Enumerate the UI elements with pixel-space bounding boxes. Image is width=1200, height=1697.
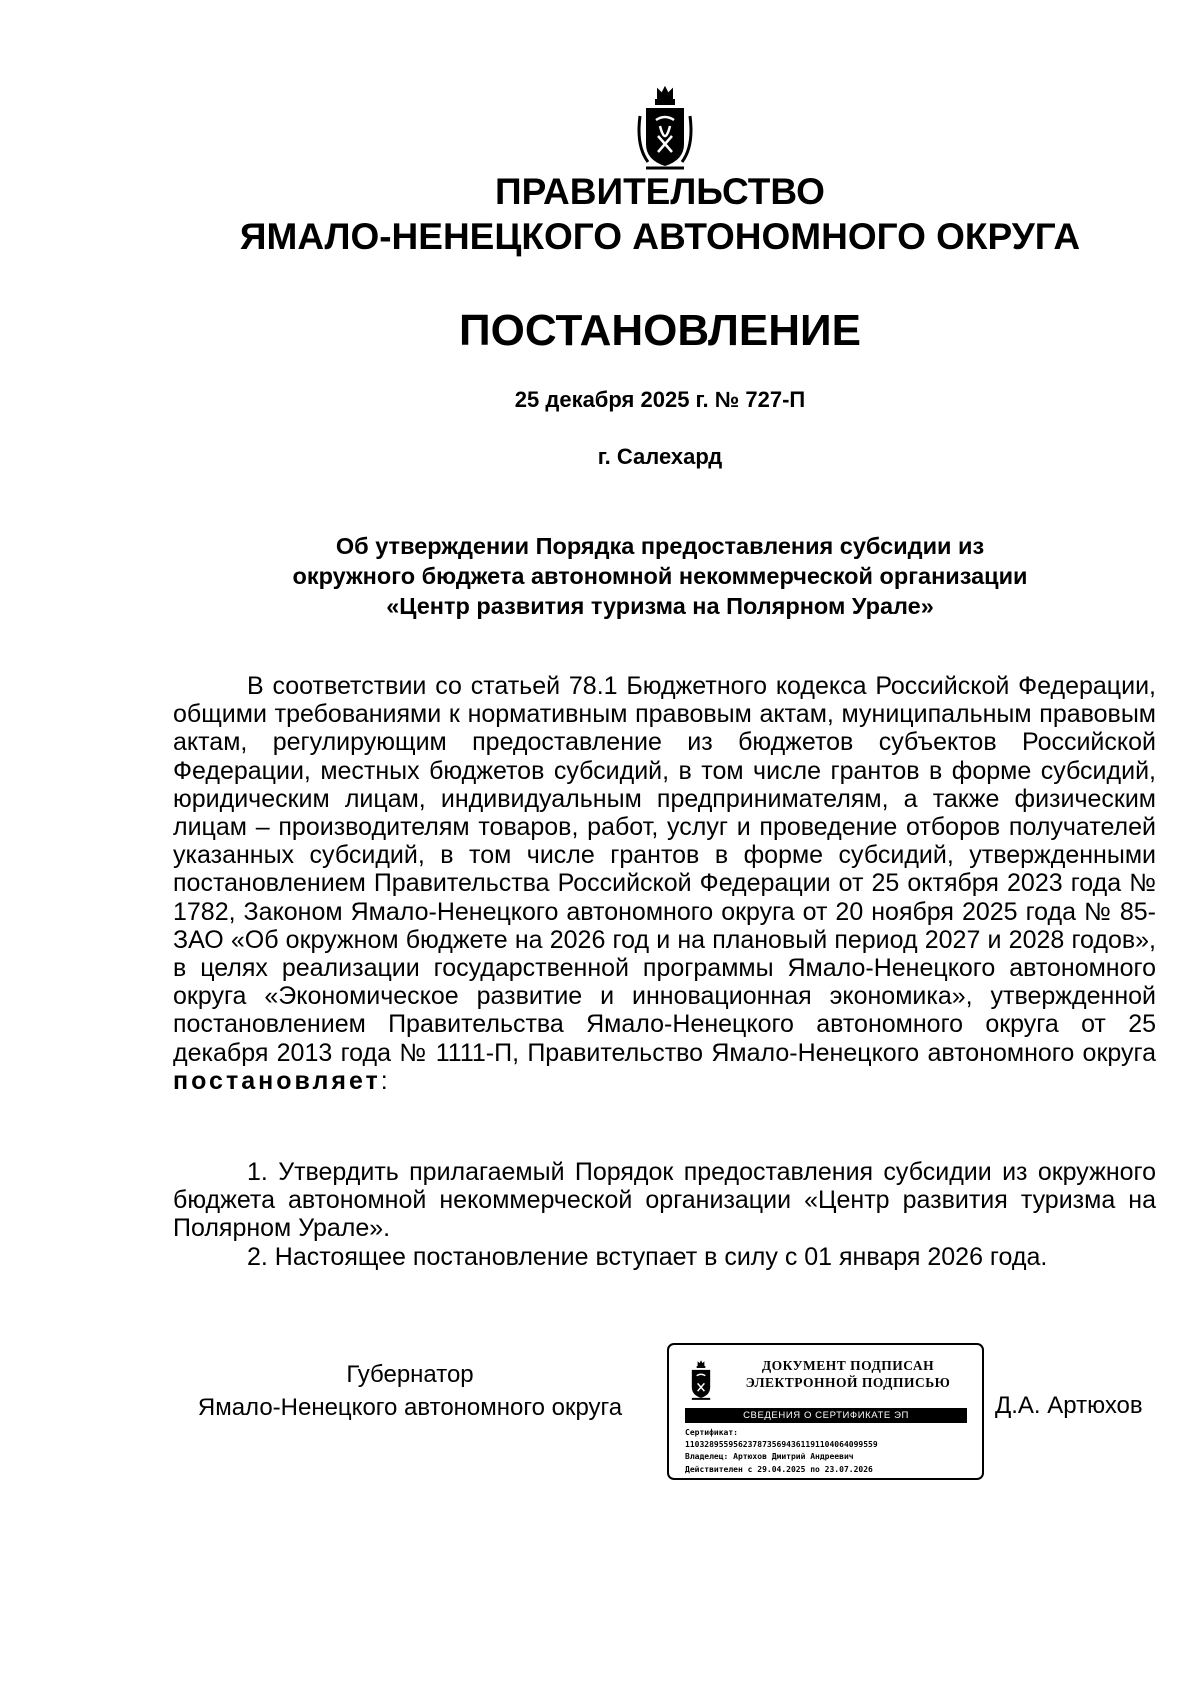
government-name-line2: ЯМАЛО-НЕНЕЦКОГО АВТОНОМНОГО ОКРУГА: [239, 216, 1081, 257]
decree-item: 1. Утвердить прилагаемый Порядок предоставления субсидии из окружного бюджета автономной некоммерческой организации «Центр развития туризма на Полярном Урале».: [173, 1158, 1156, 1243]
coat-of-arms-icon: [687, 1359, 715, 1403]
coat-of-arms-icon: [636, 86, 694, 176]
decree-item: 2. Настоящее постановление вступает в силу с 01 января 2026 года.: [247, 1242, 1048, 1271]
subject-line: «Центр развития туризма на Полярном Урале»: [386, 593, 934, 619]
decree-keyword: постановляет: [173, 1066, 381, 1095]
preamble-paragraph: [173, 672, 1156, 1095]
signatory-title-line1: Губернатор: [346, 1361, 474, 1388]
electronic-signature-stamp: [667, 1343, 984, 1480]
stamp-heading: [735, 1357, 961, 1391]
signatory-name: Д.А. Артюхов: [995, 1392, 1143, 1419]
preamble-text: В соответствии со статьей 78.1 Бюджетного кодекса Российской Федерации, общими требованиями к нормативным правовым актам, муниципальным правовым актам, регулирующим предоставление из бюджетов субъектов Российской Федерации, местных бюджетов субсидий, в том числе грантов в форме субсидий, юридическим лицам, индивидуальным предпринимателям, а также физическим лицам – производителям товаров, работ, услуг и проведение отборов получателей указанных субсидий, в том числе грантов в форме субсидий, утвержденными постановлением Правительства Российской Федерации от 25 октября 2023 года № 1782, Законом Ямало-Ненецкого автономного округа от 20 ноября 2025 года № 85-ЗАО «Об окружном бюджете на 2026 год и на плановый период 2027 и 2028 годов», в целях реализации государственной программы Ямало-Ненецкого автономного округа «Экономическое развитие и инновационная экономика», утвержденной постановлением Правительства Ямало-Ненецкого автономного округа от 25 декабря 2013 года № 1111-П, Правительство Ямало-Ненецкого автономного округа: [173, 672, 1156, 1067]
certificate-owner: Владелец: Артюхов Дмитрий Андреевич: [685, 1452, 854, 1462]
signatory-title: [170, 1358, 650, 1424]
document-subject: [0, 531, 1200, 621]
certificate-number: 1103289559562378735694361191104064099559: [685, 1440, 878, 1450]
document-type-title: ПОСТАНОВЛЕНИЕ: [458, 306, 862, 355]
government-name-line1: ПРАВИТЕЛЬСТВО: [495, 171, 825, 212]
stamp-heading-line2: ЭЛЕКТРОННОЙ ПОДПИСЬЮ: [745, 1375, 951, 1390]
certificate-label: Сертификат:: [685, 1428, 738, 1437]
certificate-validity: Действителен с 29.04.2025 по 23.07.2026: [685, 1464, 873, 1474]
stamp-heading-line1: ДОКУМЕНТ ПОДПИСАН: [761, 1358, 935, 1373]
signatory-title-line2: Ямало-Ненецкого автономного округа: [197, 1394, 623, 1421]
subject-line: Об утверждении Порядка предоставления субсидии из: [335, 533, 985, 559]
document-city: г. Салехард: [597, 444, 723, 469]
stamp-certificate-bar: СВЕДЕНИЯ О СЕРТИФИКАТЕ ЭП: [685, 1408, 967, 1423]
decree-items: [173, 1158, 1156, 1271]
preamble-end: :: [380, 1066, 388, 1095]
subject-line: окружного бюджета автономной некоммерческой организации: [292, 563, 1028, 589]
stamp-certificate-info: [685, 1427, 975, 1476]
document-date-number: 25 декабря 2025 г. № 727-П: [514, 387, 806, 412]
